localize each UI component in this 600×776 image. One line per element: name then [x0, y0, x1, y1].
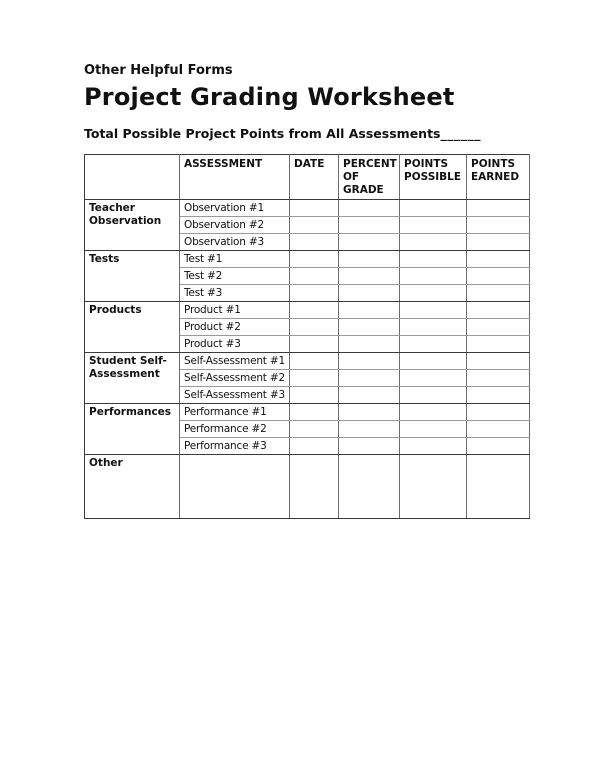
- assessment-cell: Product #2: [180, 319, 290, 336]
- category-cell-student-self-assessment: Student Self-Assessment: [85, 353, 180, 404]
- date-cell: [290, 200, 339, 217]
- table-row: [85, 353, 530, 370]
- points-earned-cell: [467, 404, 530, 421]
- assessment-cell: Observation #2: [180, 217, 290, 234]
- points-earned-cell: [467, 370, 530, 387]
- table-row: [85, 455, 530, 519]
- date-cell: [290, 421, 339, 438]
- category-cell-performances: Performances: [85, 404, 180, 455]
- table-row: [85, 251, 530, 268]
- date-cell: [290, 404, 339, 421]
- assessment-cell: Observation #3: [180, 234, 290, 251]
- percent-of-grade-cell: [339, 404, 400, 421]
- assessment-cell: Product #3: [180, 336, 290, 353]
- points-earned-cell: [467, 217, 530, 234]
- date-cell: [290, 336, 339, 353]
- assessment-cell: [180, 455, 290, 519]
- points-earned-cell: [467, 438, 530, 455]
- points-earned-cell: [467, 353, 530, 370]
- header-cell-assessment: ASSESSMENT: [180, 155, 290, 200]
- date-cell: [290, 217, 339, 234]
- percent-of-grade-cell: [339, 234, 400, 251]
- total-points-line: [84, 126, 600, 142]
- category-cell-products: Products: [85, 302, 180, 353]
- points-earned-cell: [467, 234, 530, 251]
- assessment-cell: Product #1: [180, 302, 290, 319]
- points-possible-cell: [400, 455, 467, 519]
- header-cell-date: DATE: [290, 155, 339, 200]
- date-cell: [290, 319, 339, 336]
- points-earned-cell: [467, 336, 530, 353]
- assessment-cell: Performance #2: [180, 421, 290, 438]
- points-possible-cell: [400, 404, 467, 421]
- percent-of-grade-cell: [339, 455, 400, 519]
- header-cell-category: [85, 155, 180, 200]
- date-cell: [290, 285, 339, 302]
- points-possible-cell: [400, 251, 467, 268]
- date-cell: [290, 234, 339, 251]
- points-possible-cell: [400, 319, 467, 336]
- points-possible-cell: [400, 336, 467, 353]
- category-cell-tests: Tests: [85, 251, 180, 302]
- date-cell: [290, 251, 339, 268]
- header-cell-points-earned: POINTS EARNED: [467, 155, 530, 200]
- percent-of-grade-cell: [339, 387, 400, 404]
- grading-table: [84, 154, 530, 519]
- percent-of-grade-cell: [339, 251, 400, 268]
- table-row: [85, 200, 530, 217]
- points-possible-cell: [400, 200, 467, 217]
- points-possible-cell: [400, 285, 467, 302]
- total-points-label: Total Possible Project Points from All Assessments: [84, 126, 441, 141]
- date-cell: [290, 268, 339, 285]
- assessment-cell: Performance #3: [180, 438, 290, 455]
- percent-of-grade-cell: [339, 217, 400, 234]
- percent-of-grade-cell: [339, 370, 400, 387]
- points-earned-cell: [467, 302, 530, 319]
- points-earned-cell: [467, 421, 530, 438]
- points-earned-cell: [467, 319, 530, 336]
- total-points-blank: ______: [440, 126, 481, 141]
- points-possible-cell: [400, 217, 467, 234]
- percent-of-grade-cell: [339, 302, 400, 319]
- points-possible-cell: [400, 438, 467, 455]
- page-title: Project Grading Worksheet: [84, 83, 455, 111]
- percent-of-grade-cell: [339, 285, 400, 302]
- category-cell-other: Other: [85, 455, 180, 519]
- points-earned-cell: [467, 200, 530, 217]
- points-possible-cell: [400, 302, 467, 319]
- points-earned-cell: [467, 387, 530, 404]
- table-row: [85, 404, 530, 421]
- date-cell: [290, 302, 339, 319]
- assessment-cell: Self-Assessment #1: [180, 353, 290, 370]
- points-earned-cell: [467, 251, 530, 268]
- header-cell-percent-of-grade: PERCENT OF GRADE: [339, 155, 400, 200]
- table-header-row: [85, 155, 530, 200]
- percent-of-grade-cell: [339, 336, 400, 353]
- percent-of-grade-cell: [339, 268, 400, 285]
- percent-of-grade-cell: [339, 200, 400, 217]
- assessment-cell: Test #3: [180, 285, 290, 302]
- points-possible-cell: [400, 234, 467, 251]
- percent-of-grade-cell: [339, 438, 400, 455]
- points-possible-cell: [400, 421, 467, 438]
- points-earned-cell: [467, 268, 530, 285]
- points-possible-cell: [400, 370, 467, 387]
- section-eyebrow: Other Helpful Forms: [84, 63, 233, 78]
- points-possible-cell: [400, 268, 467, 285]
- points-earned-cell: [467, 455, 530, 519]
- assessment-cell: Self-Assessment #3: [180, 387, 290, 404]
- date-cell: [290, 353, 339, 370]
- table-row: [85, 302, 530, 319]
- percent-of-grade-cell: [339, 421, 400, 438]
- date-cell: [290, 455, 339, 519]
- date-cell: [290, 387, 339, 404]
- date-cell: [290, 438, 339, 455]
- assessment-cell: Test #2: [180, 268, 290, 285]
- points-possible-cell: [400, 387, 467, 404]
- assessment-cell: Self-Assessment #2: [180, 370, 290, 387]
- category-cell-teacher-observation: Teacher Observation: [85, 200, 180, 251]
- assessment-cell: Observation #1: [180, 200, 290, 217]
- assessment-cell: Performance #1: [180, 404, 290, 421]
- percent-of-grade-cell: [339, 319, 400, 336]
- header-cell-points-possible: POINTS POSSIBLE: [400, 155, 467, 200]
- date-cell: [290, 370, 339, 387]
- points-possible-cell: [400, 353, 467, 370]
- points-earned-cell: [467, 285, 530, 302]
- assessment-cell: Test #1: [180, 251, 290, 268]
- percent-of-grade-cell: [339, 353, 400, 370]
